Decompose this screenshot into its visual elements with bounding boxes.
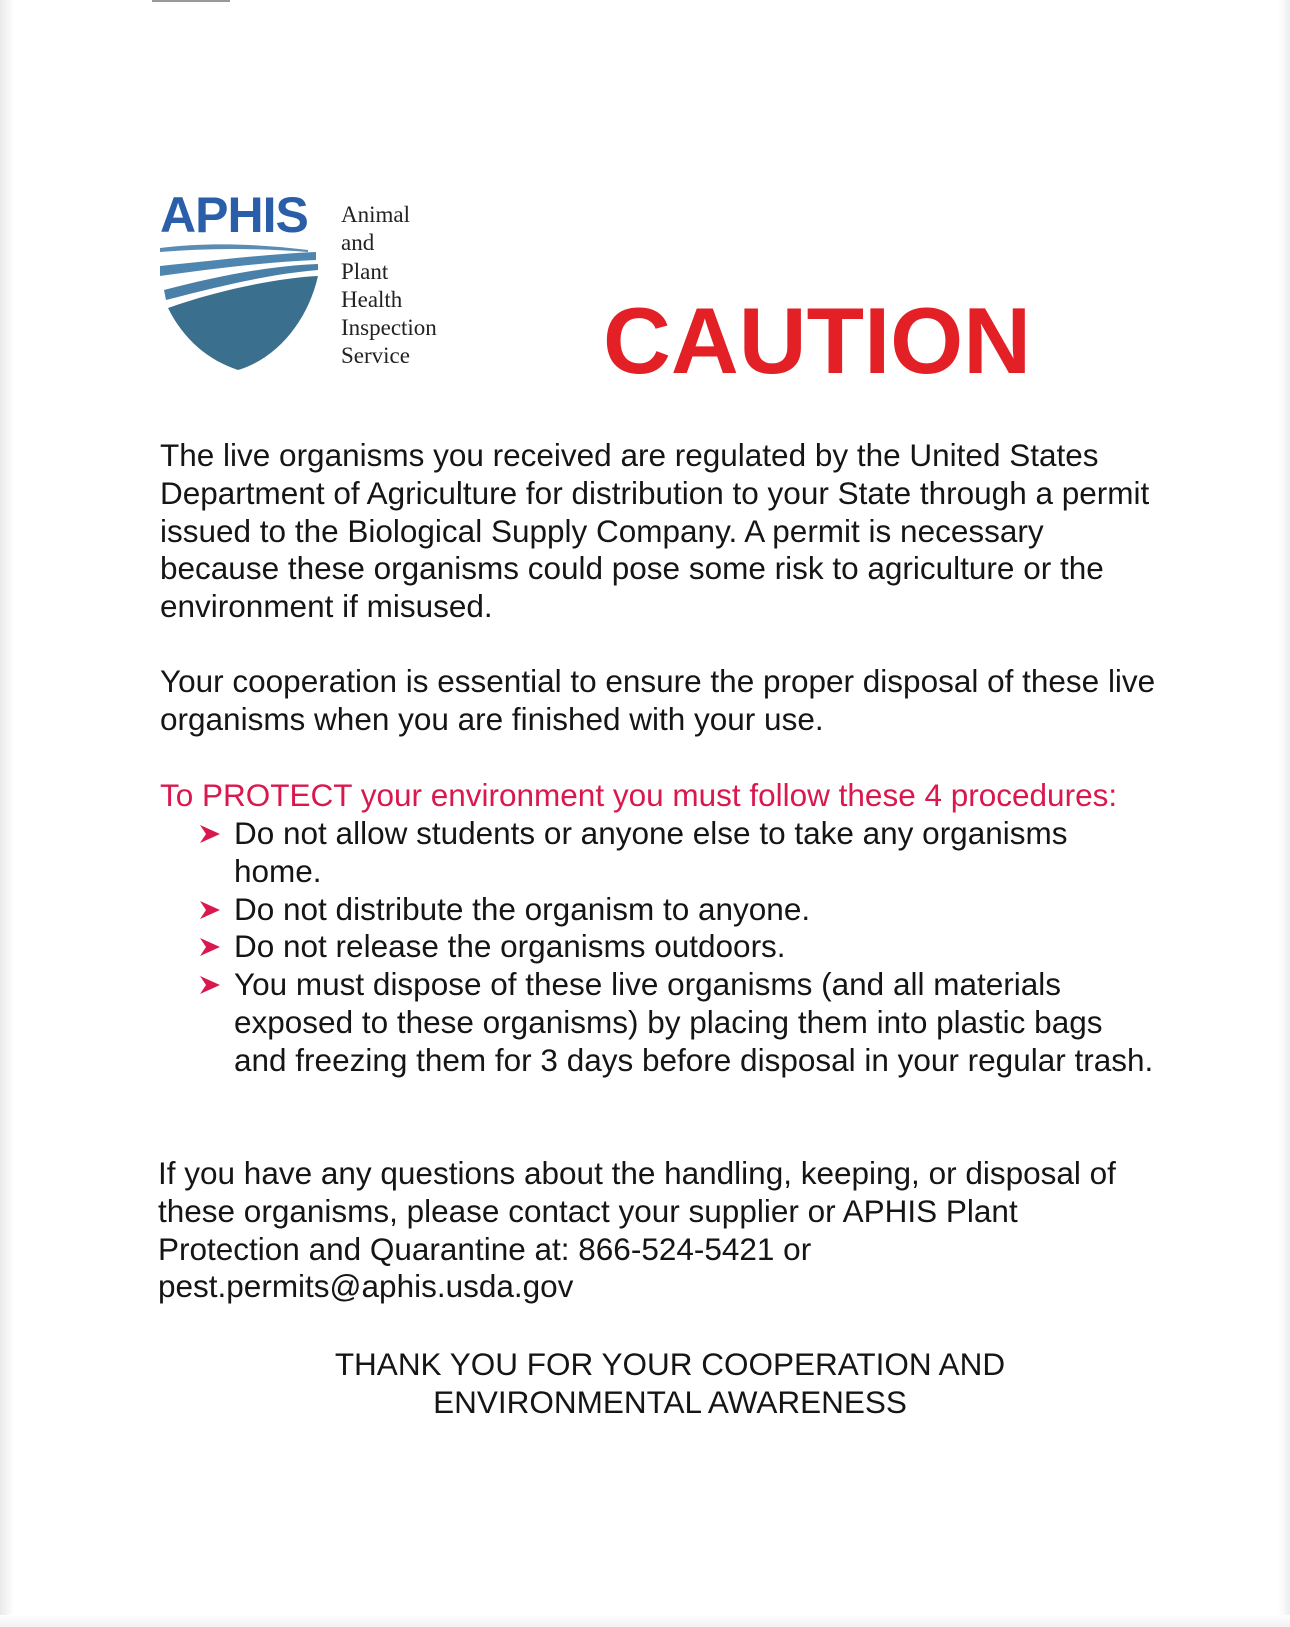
procedure-text: Do not release the organisms outdoors. bbox=[234, 928, 786, 965]
contact-paragraph: If you have any questions about the handling, keeping, or disposal of these organisms, please contact your supplier or APHIS Plant Protection and Quarantine at: 866-524-5421 or pest.permits@aphis.usda.gov bbox=[158, 1155, 1116, 1305]
agency-name-line: Service bbox=[341, 343, 410, 369]
logo-wordmark: APHIS bbox=[160, 187, 308, 243]
procedures-list bbox=[198, 815, 1158, 1080]
procedure-text: Do not distribute the organism to anyone. bbox=[234, 890, 811, 927]
agency-name-line: Plant bbox=[341, 258, 389, 284]
page-edge-bottom bbox=[0, 1615, 1290, 1627]
agency-name bbox=[341, 201, 437, 371]
arrow-bullet-icon bbox=[198, 824, 222, 844]
procedures-heading: To PROTECT your environment you must follow these 4 procedures: bbox=[160, 777, 1118, 813]
page-edge-right bbox=[1278, 0, 1290, 1627]
arrow-bullet-icon bbox=[198, 937, 222, 957]
procedure-item bbox=[198, 815, 1158, 891]
arrow-bullet-icon bbox=[198, 900, 222, 920]
cooperation-paragraph: Your cooperation is essential to ensure the proper disposal of these live organisms when you are finished with your use. bbox=[160, 663, 1156, 737]
logo-stripe-top bbox=[160, 244, 308, 252]
scan-artifact bbox=[152, 0, 230, 6]
procedure-item bbox=[198, 928, 1158, 966]
intro-paragraph: The live organisms you received are regulated by the United States Department of Agriculture for distribution to your State through a permit issued to the Biological Supply Company. A permit is necessary because these organisms could pose some risk to agriculture or the environment if misused. bbox=[160, 437, 1150, 625]
agency-name-line: Health bbox=[341, 286, 403, 312]
thank-you-line: ENVIRONMENTAL AWARENESS bbox=[433, 1384, 907, 1420]
thank-you-footer bbox=[160, 1345, 1180, 1421]
procedure-item bbox=[198, 891, 1158, 929]
procedure-text: You must dispose of these live organisms (and all materials exposed to these organisms) by placing them into plastic bags and freezing them for 3 days before disposal in your regular trash. bbox=[234, 966, 1154, 1078]
agency-name-line: Inspection bbox=[341, 315, 437, 341]
procedure-item bbox=[198, 966, 1158, 1079]
arrow-bullet-icon bbox=[198, 975, 222, 995]
agency-name-line: and bbox=[341, 230, 375, 256]
page-edge-left bbox=[0, 0, 14, 1627]
thank-you-line: THANK YOU FOR YOUR COOPERATION AND bbox=[334, 1346, 1006, 1382]
caution-heading: CAUTION bbox=[603, 288, 1032, 393]
aphis-shield-icon bbox=[158, 187, 320, 380]
procedure-text: Do not allow students or anyone else to take any organisms home. bbox=[234, 815, 1068, 889]
agency-name-line: Animal bbox=[341, 202, 410, 227]
